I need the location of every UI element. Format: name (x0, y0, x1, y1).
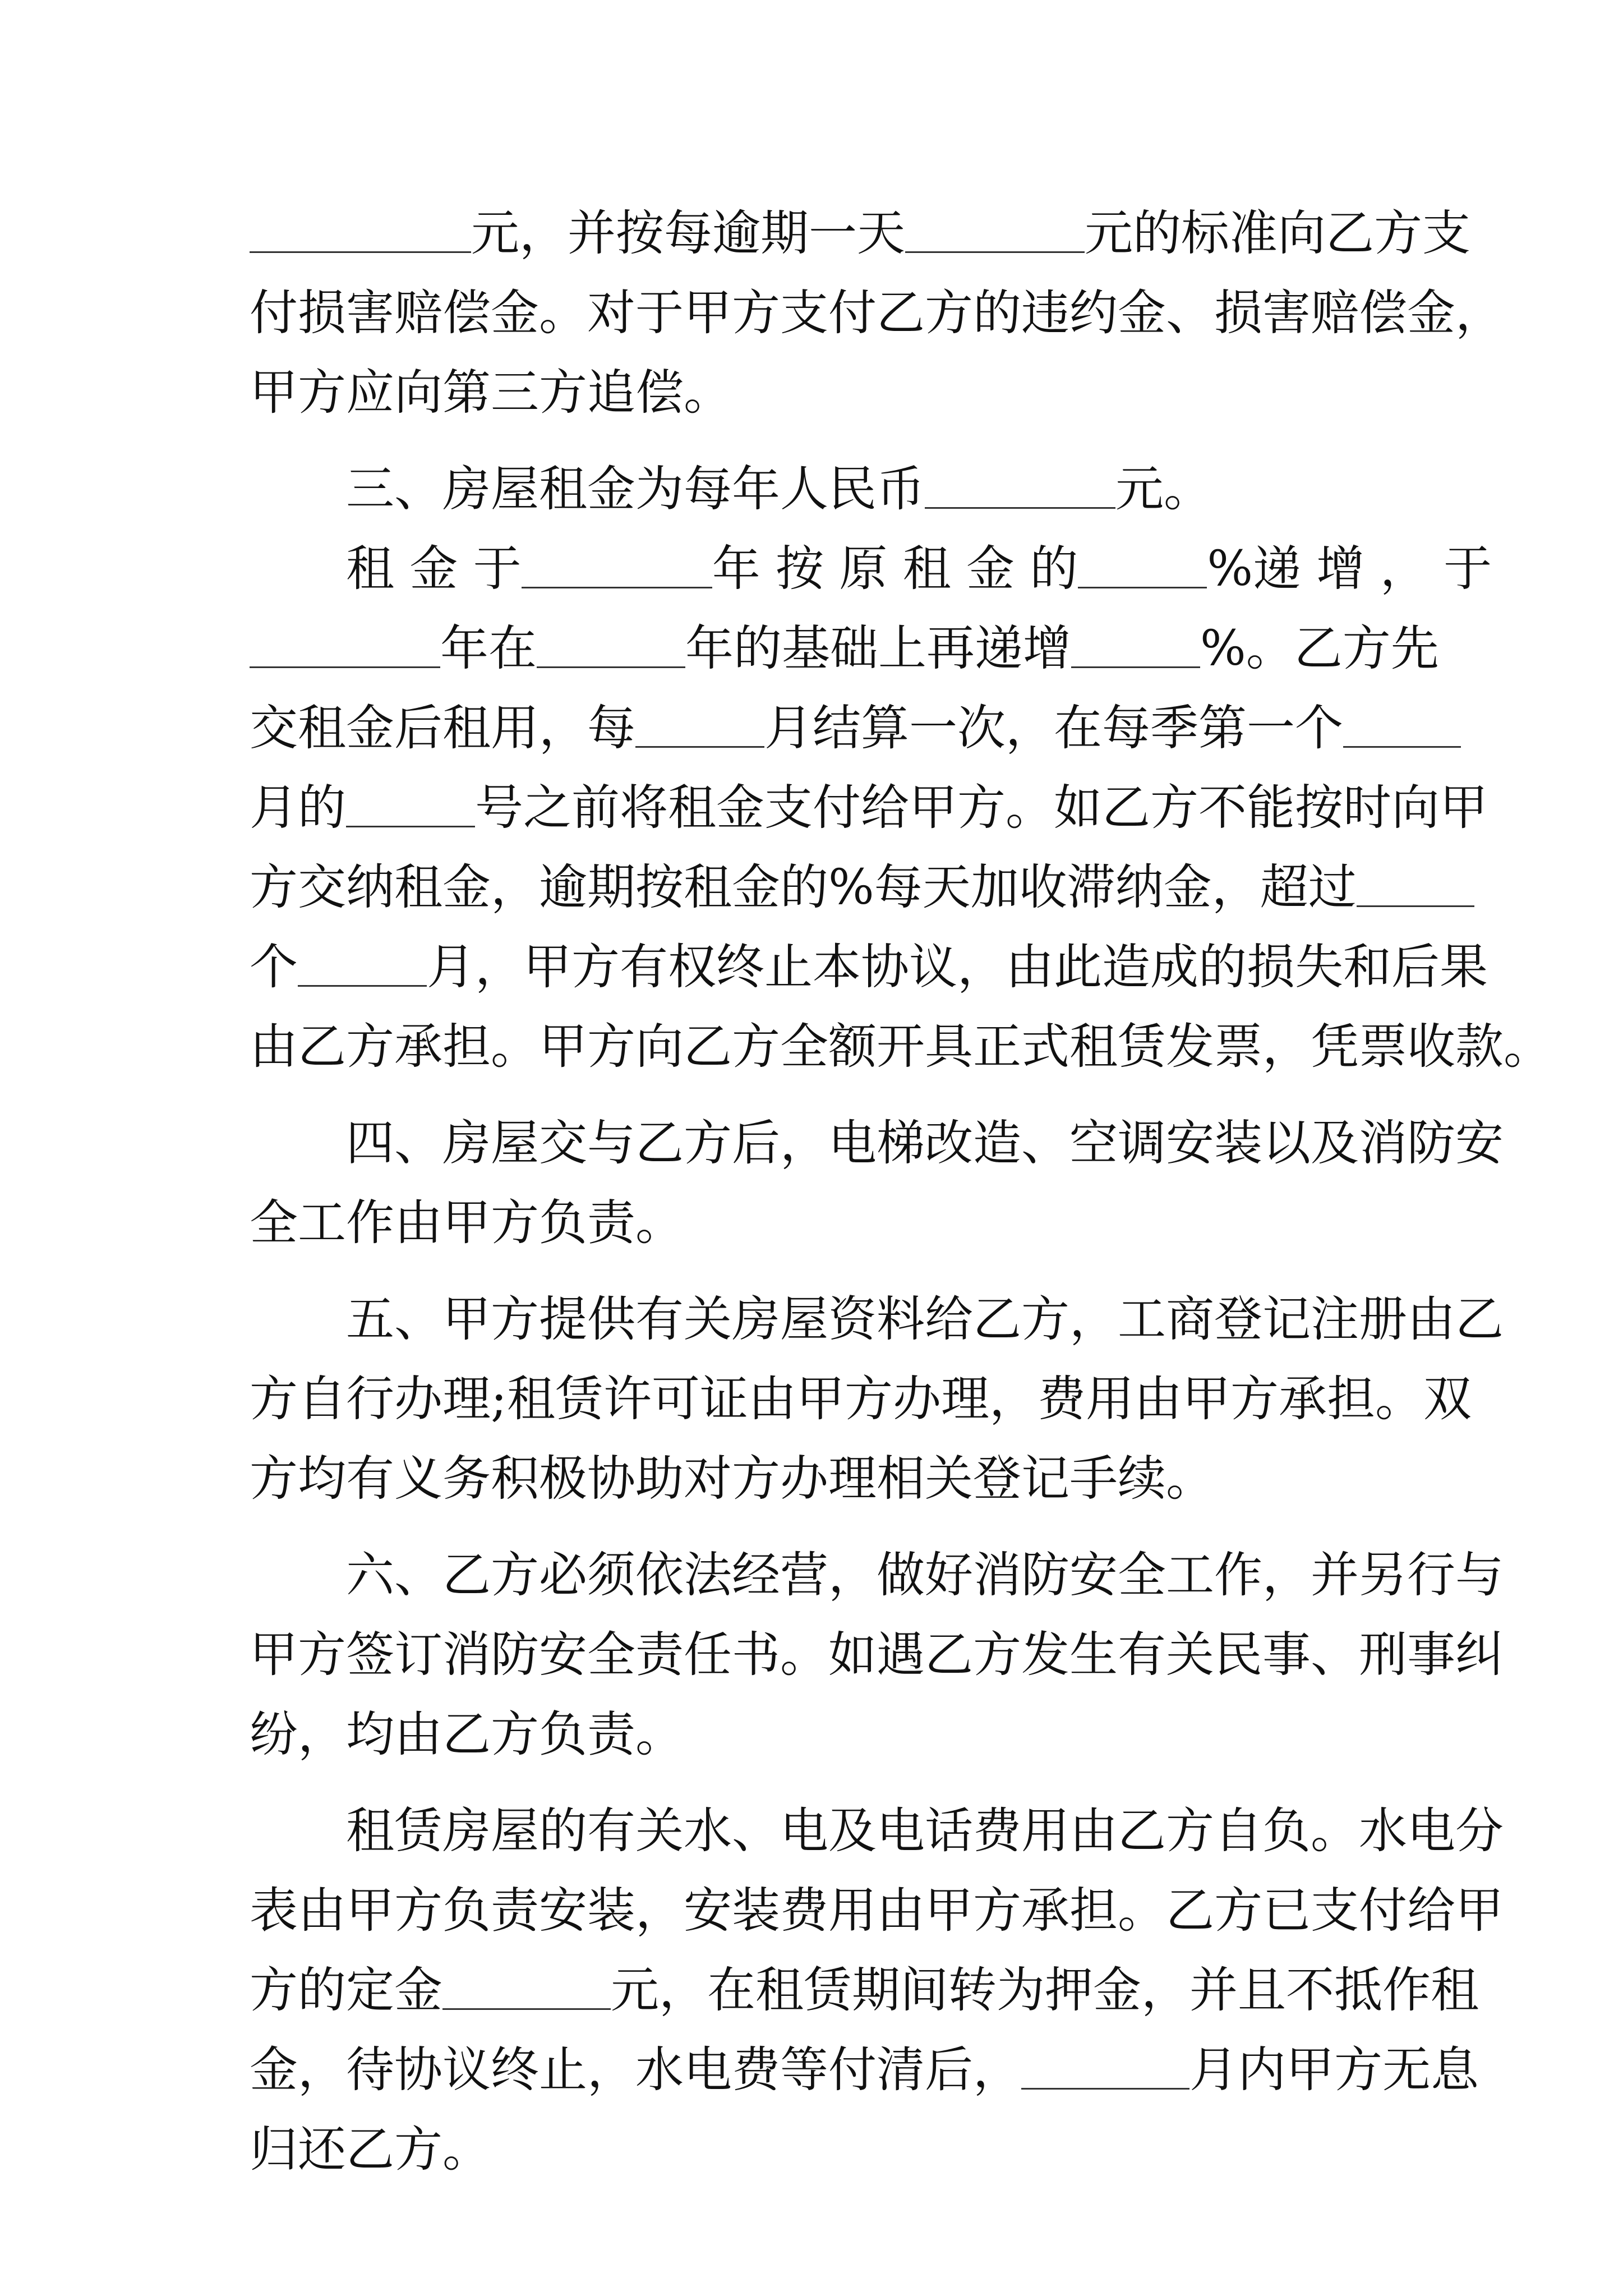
blank-field (522, 539, 712, 588)
text-line: 租赁房屋的有关水、电及电话费用由乙方自负。水电分 (346, 1803, 1504, 1859)
text-line: 三、房屋租金为每年人民币 元。 (250, 449, 1388, 529)
blank-field (250, 203, 471, 253)
text-line: 五、甲方提供有关房屋资料给乙方，工商登记注册由乙 (346, 1291, 1504, 1347)
blank-field (905, 203, 1085, 253)
blank-field (635, 698, 764, 748)
text-line: 纷，均由乙方负责。 (250, 1706, 684, 1763)
text-line: 六、乙方必须依法经营，做好消防安全工作，并另行与 (346, 1547, 1504, 1603)
text-line: 四、房屋交与乙方后，电梯改造、空调安装以及消防安 (346, 1115, 1504, 1171)
blank-field (298, 937, 427, 987)
text-line: 方自行办理;租赁许可证由甲方办理，费用由甲方承担。双 (250, 1371, 1472, 1427)
text-line: 付损害赔偿金。对于甲方支付乙方的违约金、损害赔偿金， (250, 285, 1504, 341)
blank-field (250, 618, 440, 668)
blank-field (346, 777, 475, 827)
text-line: 租 金 于 年 按 原 租 金 的 %递 增 ， 于 (250, 529, 1388, 609)
text-line: 方交纳租金，逾期按租金的%每天加收滞纳金，超过 (250, 848, 1388, 927)
text-line: 方均有义务积极协助对方办理相关登记手续。 (250, 1451, 1214, 1507)
text-line: 元，并按每逾期一天 元的标准向乙方支 (250, 194, 1388, 273)
text-line: 年在 年的基础上再递增 %。乙方先 (250, 609, 1388, 688)
text-line: 全工作由甲方负责。 (250, 1195, 684, 1251)
document-page (250, 194, 1552, 2189)
text-line: 甲方签订消防安全责任书。如遇乙方发生有关民事、刑事纠 (250, 1627, 1504, 1683)
blank-field (442, 1960, 611, 2010)
text-line: 甲方应向第三方追偿。 (250, 365, 732, 421)
text-line: 由乙方承担。甲方向乙方全额开具正式租赁发票，凭票收款。 (250, 1019, 1552, 1075)
text-line: 交租金后租用，每 月结算一次，在每季第一个 (250, 688, 1388, 768)
blank-field (1343, 698, 1461, 748)
blank-field (1021, 2040, 1189, 2090)
blank-field (1078, 539, 1207, 588)
text-line: 个 月，甲方有权终止本协议，由此造成的损失和后果 (250, 927, 1388, 1007)
text-line: 表由甲方负责安装，安装费用由甲方承担。乙方已支付给甲 (250, 1883, 1504, 1939)
blank-field (1071, 618, 1200, 668)
text-line: 金，待协议终止，水电费等付清后， 月内甲方无息 (250, 2030, 1388, 2110)
text-line: 归还乙方。 (250, 2122, 491, 2178)
blank-field (1357, 857, 1474, 907)
text-line: 月的 号之前将租金支付给甲方。如乙方不能按时向甲 (250, 768, 1388, 848)
blank-field (925, 459, 1115, 509)
blank-field (537, 618, 685, 668)
text-line: 方的定金 元，在租赁期间转为押金，并且不抵作租 (250, 1950, 1388, 2030)
